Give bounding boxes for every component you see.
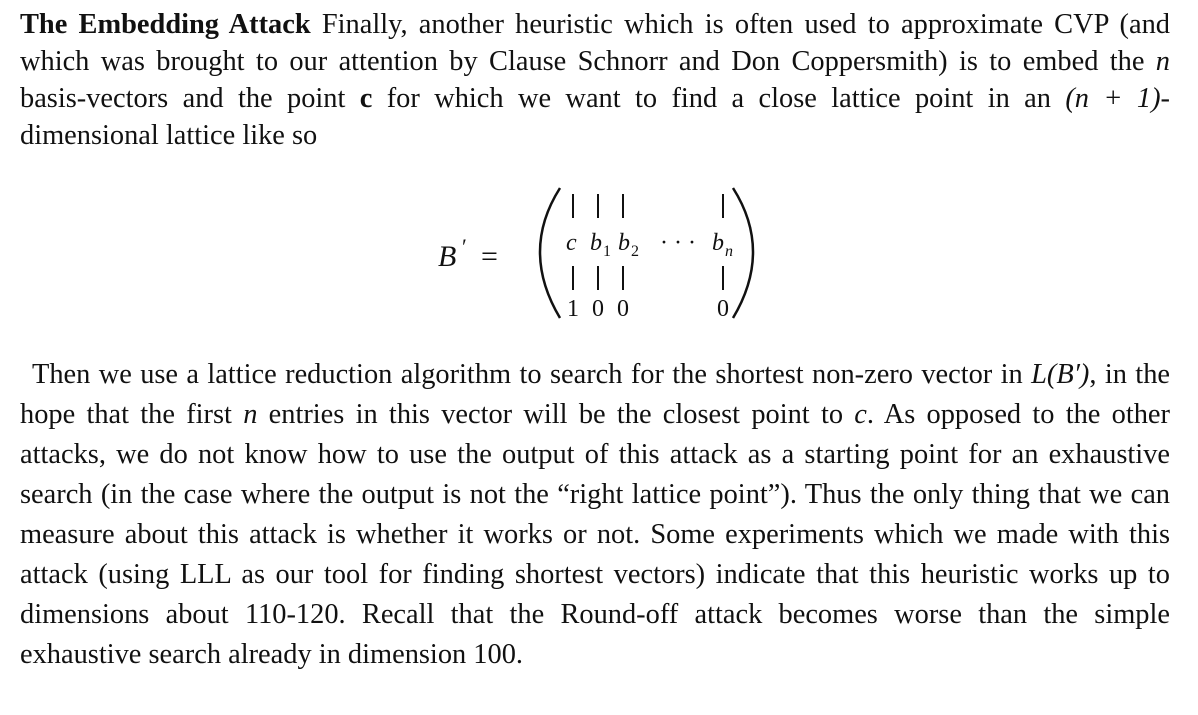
paragraph1-text-b: basis-vectors and the point <box>20 83 360 114</box>
dimension-expression: (n + 1) <box>1065 83 1161 114</box>
var-c-2: c <box>854 399 867 430</box>
paragraph2-text-d: . As opposed to the other attacks, we do not know how to use the output of this attack as a starting point for an exhaustive search (in the case where the output is not the “right lattice point”). Thus the only thing that we can measure about this attack is whether it works or not. Some experiments which we made with this attack (using LLL as our tool for finding shortest vectors) indicate that this heuristic works up to dimensions about 110-120. Recall that the Round-off attack becomes worse than the simple exhaustive search already in dimension 100. <box>20 399 1170 670</box>
var-n-2: n <box>243 399 258 430</box>
section-heading: The Embedding Attack <box>20 9 311 40</box>
paragraph-results <box>20 355 1170 675</box>
matrix-equation <box>20 186 1170 326</box>
paragraph-embedding-attack <box>20 6 1170 154</box>
paragraph2-text-c: entries in this vector will be the closest point to <box>257 399 855 430</box>
entry-one: 1 <box>567 296 579 322</box>
entry-b2: b <box>618 230 630 256</box>
paragraph2-text-a: Then we use a lattice reduction algorithm to search for the shortest non-zero vector in <box>32 359 1032 390</box>
left-paren <box>540 188 560 318</box>
document-page <box>20 6 1170 670</box>
entry-c: c <box>566 230 577 256</box>
right-paren <box>733 188 753 318</box>
equation-lhs: B <box>438 240 457 273</box>
entry-bn: b <box>712 230 724 256</box>
equation-equals: = <box>481 240 498 273</box>
equation-prime: ′ <box>462 234 467 259</box>
entry-zero-2: 0 <box>617 296 629 322</box>
paragraph2-text-b: , in the hope that the first <box>20 359 1170 430</box>
entry-zero-1: 0 <box>592 296 604 322</box>
entry-zero-n: 0 <box>717 296 729 322</box>
paragraph1-text-a: Finally, another heuristic which is often used to approximate CVP (and which was brought to our attention by Clause Schnorr and Don Coppersmith) is to embed the <box>20 9 1170 77</box>
matrix-equation-svg <box>20 186 1170 326</box>
entry-b1-sub: 1 <box>603 243 611 260</box>
entry-dots: · · · <box>660 230 696 256</box>
paragraph1-text-d: -dimensional lattice like so <box>20 83 1170 151</box>
entry-b2-sub: 2 <box>631 243 639 260</box>
var-n: n <box>1155 46 1170 77</box>
entry-b1: b <box>590 230 602 256</box>
entry-bn-sub: n <box>725 243 733 260</box>
paragraph1-text-c: for which we want to find a close lattice point in an <box>372 83 1066 114</box>
var-c-bold: c <box>359 83 373 114</box>
lattice-expression: L(B′) <box>1031 359 1090 390</box>
